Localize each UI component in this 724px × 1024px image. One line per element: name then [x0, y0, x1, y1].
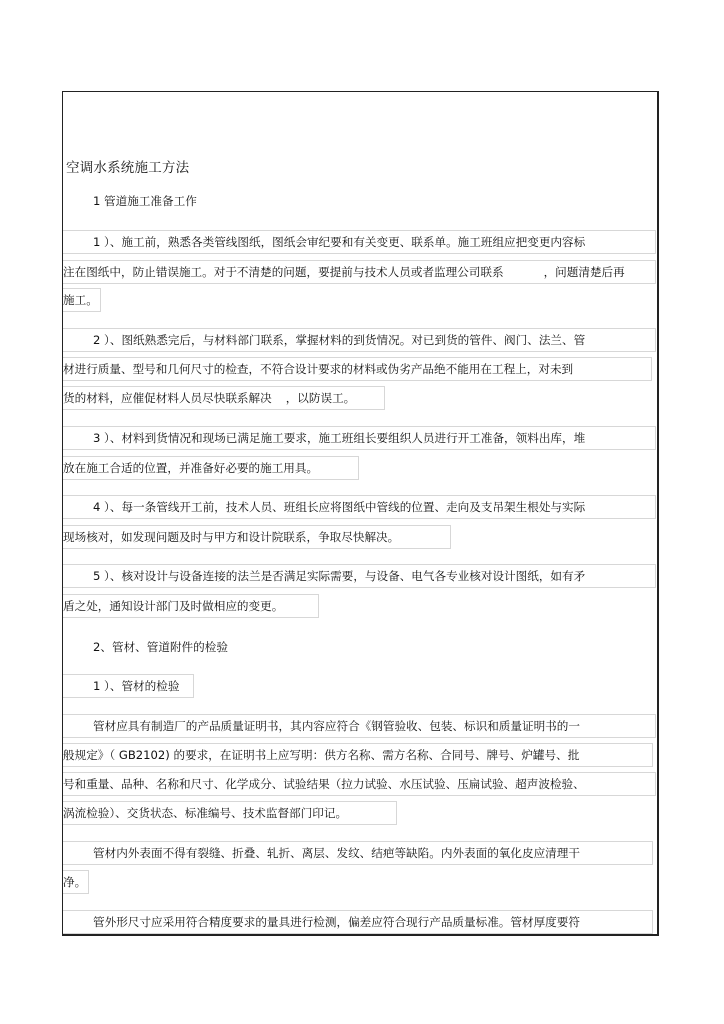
paragraph-5-line-2: 盾之处，通知设计部门及时做相应的变更。: [63, 594, 319, 618]
paragraph-6-line-4: 涡流检验）、交货状态、标准编号、技术监督部门印记。: [63, 801, 397, 825]
paragraph-4-line-2: 现场核对，如发现问题及时与甲方和设计院联系，争取尽快解决。: [63, 525, 451, 549]
paragraph-7-line-2: 净。: [63, 870, 89, 894]
paragraph-1-line-2b: ，问题清楚后再: [543, 265, 625, 279]
paragraph-6-line-2: 般规定》（ GB2102) 的要求，在证明书上应写明：供方名称、需方名称、合同号、牌号、炉罐号、批: [63, 743, 653, 767]
paragraph-5-line-1: 5 ）、核对设计与设备连接的法兰是否满足实际需要，与设备、电气各专业核对设计图纸，如有矛: [63, 564, 656, 588]
paragraph-2-line-1: 2 ）、图纸熟悉完后，与材料部门联系，掌握材料的到货情况。对已到货的管件、阀门、法兰、管: [63, 328, 656, 352]
paragraph-2-line-3a: 货的材料，应催促材料人员尽快联系解决: [63, 391, 272, 405]
paragraph-1-line-2a: 注在图纸中，防止错误施工。对于不清楚的问题，要提前与技术人员或者监理公司联系: [63, 265, 504, 279]
section-2-subheading: 1 ）、管材的检验: [63, 674, 194, 698]
paragraph-2-line-2: 材进行质量、型号和几何尺寸的检查，不符合设计要求的材料或伪劣产品绝不能用在工程上，对未到: [63, 357, 652, 381]
paragraph-1-line-2: [63, 260, 656, 284]
paragraph-3-line-2: 放在施工合适的位置，并准备好必要的施工用具。: [63, 456, 359, 480]
paragraph-7-line-1: 管材内外表面不得有裂缝、折叠、轧折、离层、发纹、结疤等缺陷。内外表面的氧化皮应清理干: [63, 841, 653, 865]
section-1-heading: 1 管道施工准备工作: [93, 194, 197, 208]
section-2-heading: 2、管材、管道附件的检验: [93, 640, 228, 654]
paragraph-1-line-3: 施工。: [63, 288, 101, 312]
paragraph-4-line-1: 4 ）、每一条管线开工前，技术人员、班组长应将图纸中管线的位置、走向及支吊架生根处与实际: [63, 495, 656, 519]
page-frame: [62, 91, 659, 936]
paragraph-8-line-1: 管外形尺寸应采用符合精度要求的量具进行检测，偏差应符合现行产品质量标准。管材厚度要符: [63, 910, 653, 934]
document-title: 空调水系统施工方法: [66, 160, 190, 176]
paragraph-2-line-3: [63, 386, 385, 410]
paragraph-2-line-3b: ，以防误工。: [285, 391, 356, 405]
paragraph-3-line-1: 3 ）、材料到货情况和现场已满足施工要求，施工班组长要组织人员进行开工准备，领料出库，堆: [63, 426, 656, 450]
paragraph-6-line-3: 号和重量、品种、名称和尺寸、化学成分、试验结果（拉力试验、水压试验、压扁试验、超声波检验、: [63, 772, 656, 796]
paragraph-6-line-1: 管材应具有制造厂的产品质量证明书，其内容应符合《钢管验收、包装、标识和质量证明书的一: [63, 714, 656, 738]
paragraph-1-line-1: 1 ）、施工前，熟悉各类管线图纸，图纸会审纪要和有关变更、联系单。施工班组应把变更内容标: [63, 230, 656, 254]
